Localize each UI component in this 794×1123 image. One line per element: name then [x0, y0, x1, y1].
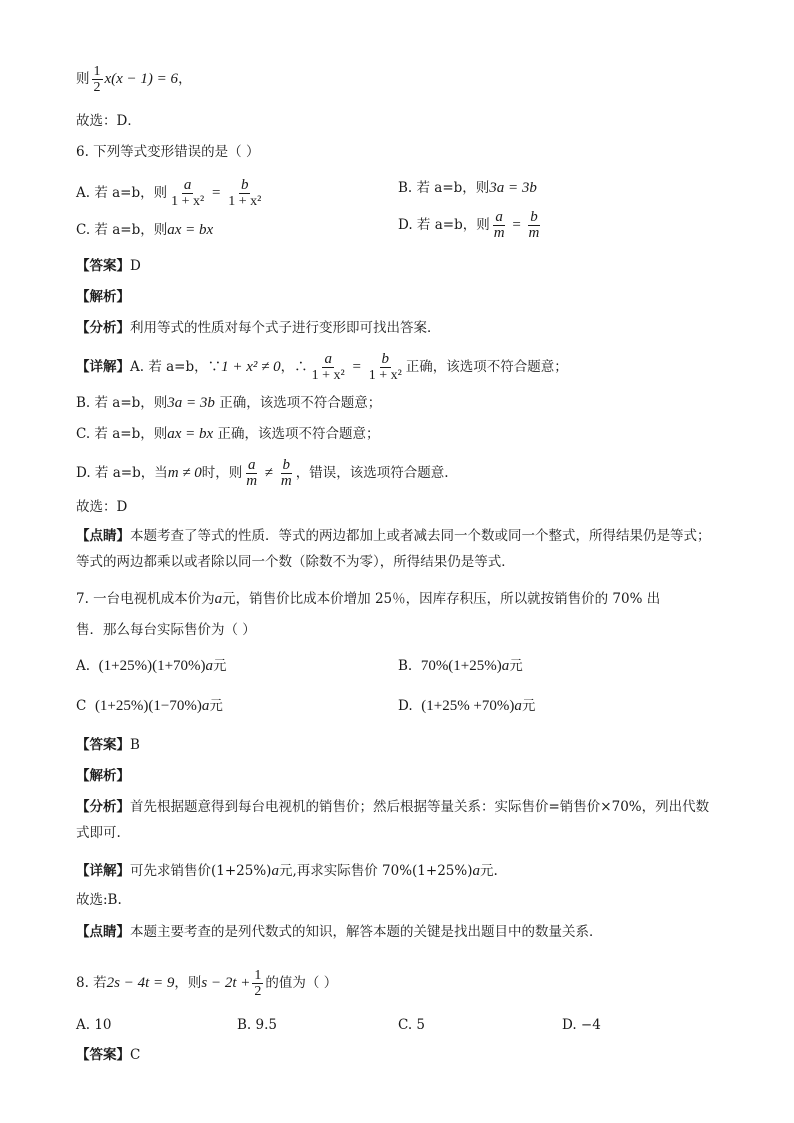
equation: ax = bx [167, 222, 214, 238]
label: C [76, 698, 87, 714]
text: 8. 若 [76, 975, 107, 991]
text: 正确，该选项不符合题意； [405, 359, 568, 375]
denominator: 2 [93, 80, 101, 95]
unit: 元 [209, 698, 223, 714]
q7-stem-line2: 售．那么每台实际售价为（ ） [76, 622, 256, 638]
text: C. 若 a=b，则 [76, 222, 168, 238]
expression: (1+25% +70%) [421, 698, 515, 714]
equation: x(x − 1) = 6 [104, 71, 179, 87]
q7-option-a [76, 656, 227, 676]
fraction [244, 458, 259, 489]
top-equation-line [76, 64, 192, 95]
fraction [92, 64, 103, 95]
xiangjie-tag: 【详解】 [76, 863, 130, 879]
q7-analysis-tag [76, 766, 130, 786]
q6-analysis-tag [76, 287, 130, 307]
variable: a [205, 658, 214, 674]
fenxi-tag: 【分析】 [76, 799, 130, 815]
denominator: m [493, 225, 505, 241]
fraction [527, 210, 542, 241]
dianjing-tag: 【点睛】 [76, 528, 130, 544]
variable: a [201, 698, 210, 714]
denominator: m [528, 225, 540, 241]
numerator: 1 [93, 64, 101, 79]
text: B. 若 a=b，则 [398, 180, 490, 196]
numerator: b [381, 351, 389, 367]
text: 正确，该选项不符合题意； [214, 395, 382, 411]
text: ，则 [174, 975, 202, 991]
dianjing-text: 本题考查了等式的性质．等式的两边都加上或者减去同一个数或同一个整式，所得结果仍是等式；等式的两边都乘以或者除以同一个数（除数不为零），所得结果仍是等式． [76, 528, 711, 570]
equals: = [508, 217, 525, 233]
variable: a [501, 658, 510, 674]
label: A. [76, 658, 91, 674]
numerator: a [324, 351, 332, 367]
answer-value: B [130, 737, 140, 753]
fraction [252, 968, 263, 999]
denominator: 1 + x² [228, 194, 262, 209]
q7-xiangjie [76, 861, 498, 881]
top-choose: 故选：D． [76, 113, 141, 129]
answer-tag: 【答案】 [76, 258, 130, 274]
equals: = [348, 359, 365, 375]
unit: 元 [213, 658, 227, 674]
text: 时，则 [201, 465, 243, 481]
text: A. 若 a=b，则 [76, 185, 168, 201]
fenxi-text: 利用等式的性质对每个式子进行变形即可找出答案． [130, 320, 441, 336]
q8-option-c: C. 5 [398, 1017, 426, 1033]
fraction [226, 178, 263, 209]
numerator: a [495, 209, 503, 225]
denominator: 1 + x² [368, 368, 402, 383]
fenxi-text: 首先根据题意得到每台电视机的销售价；然后根据等量关系：实际售价=销售价×70%，列出代数式即可. [76, 799, 710, 841]
numerator: a [247, 457, 256, 473]
numerator: b [530, 209, 538, 225]
text: ， [178, 71, 192, 87]
expression: (1+25%)(1+70%) [98, 658, 206, 674]
fraction [492, 210, 507, 241]
denominator: 1 + x² [311, 368, 345, 383]
unit: 元 [521, 698, 536, 714]
q6-xiangjie-c [76, 424, 379, 444]
q6-dianjing [76, 523, 718, 575]
q6-option-d [398, 210, 543, 241]
text: 正确，该选项不符合题意； [213, 426, 380, 442]
text: ，错误，该选项符合题意. [295, 465, 449, 481]
answer-tag: 【答案】 [76, 1047, 130, 1063]
text: ，∴ [280, 359, 308, 375]
q6-xiangjie-a [76, 352, 568, 383]
q6-option-c [76, 220, 213, 240]
q7-dianjing [76, 922, 603, 942]
q7-choose: 故选:B. [76, 892, 122, 908]
answer-value: D [130, 258, 141, 274]
answer-value: C [130, 1047, 141, 1063]
fraction [310, 352, 347, 383]
variable: a [271, 863, 279, 879]
q6-fenxi [76, 318, 441, 338]
q8-option-a: A. 10 [76, 1017, 112, 1033]
denominator: 2 [254, 984, 262, 999]
label: B. [398, 658, 413, 674]
numerator: a [183, 177, 192, 193]
text: A. 若 a=b，∵ [130, 359, 222, 375]
text: 元，销售价比成本价增加 25％，因库存积压，所以就按销售价的 70% 出 [222, 591, 661, 607]
text: 可先求销售价(1+25%) [130, 863, 272, 879]
answer-tag: 【答案】 [76, 737, 130, 753]
unit: 元 [509, 658, 523, 674]
q6-xiangjie-d [76, 458, 449, 489]
text: 的值为（ ） [265, 975, 338, 991]
denominator: 1 + x² [171, 194, 205, 209]
q8-option-d: D. −4 [562, 1017, 601, 1033]
equation: 3a = 3b [489, 180, 537, 196]
analysis-tag: 【解析】 [76, 768, 130, 784]
denominator: m [280, 473, 292, 489]
q7-fenxi [76, 794, 718, 846]
expression: (1+25%)(1−70%) [94, 698, 202, 714]
expression: 70%(1+25%) [420, 658, 502, 674]
text: 元,再求实际售价 70%(1+25%) [278, 863, 473, 879]
text: D. 若 a=b，当 [76, 465, 168, 481]
text: D. 若 a=b，则 [398, 217, 490, 233]
numerator: b [282, 457, 291, 473]
q8-option-b: B. 9.5 [237, 1017, 277, 1033]
q6-xiangjie-b [76, 393, 381, 413]
q7-option-d [398, 696, 535, 716]
text: C. 若 a=b，则 [76, 426, 168, 442]
equation: ax = bx [167, 426, 214, 442]
q7-answer [76, 735, 140, 755]
dianjing-tag: 【点睛】 [76, 924, 130, 940]
q7-option-c [76, 696, 223, 716]
variable: a [472, 863, 480, 879]
q7-stem-line1 [76, 589, 660, 609]
q6-option-a [76, 178, 265, 209]
q6-answer [76, 256, 141, 276]
analysis-tag: 【解析】 [76, 289, 130, 305]
text: 7. 一台电视机成本价为 [76, 591, 215, 607]
numerator: b [240, 177, 249, 193]
q6-stem: 6. 下列等式变形错误的是（ ） [76, 144, 260, 160]
text: B. 若 a=b，则 [76, 395, 168, 411]
variable: a [514, 698, 522, 714]
fraction [367, 352, 404, 383]
equation: m ≠ 0 [167, 465, 202, 481]
xiangjie-tag: 【详解】 [76, 359, 130, 375]
equation: 2s − 4t = 9 [106, 975, 175, 991]
q6-option-b [398, 178, 537, 198]
text: 元. [479, 863, 498, 879]
text: 则 [76, 71, 90, 87]
expression: s − 2t + [201, 975, 251, 991]
label: D. [398, 698, 413, 714]
q8-stem [76, 968, 337, 999]
q7-option-b [398, 656, 523, 676]
q6-choose: 故选：D [76, 499, 128, 515]
q8-answer [76, 1045, 140, 1065]
denominator: m [246, 473, 258, 489]
numerator: 1 [254, 968, 262, 983]
fraction [169, 178, 206, 209]
not-equals: ≠ [261, 465, 277, 481]
variable: a [214, 591, 223, 607]
fraction [279, 458, 294, 489]
fenxi-tag: 【分析】 [76, 320, 130, 336]
equation: 3a = 3b [167, 395, 215, 411]
equation: 1 + x² ≠ 0 [221, 359, 281, 375]
dianjing-text: 本题主要考查的是列代数式的知识，解答本题的关键是找出题目中的数量关系． [130, 924, 603, 940]
equals: = [208, 185, 225, 201]
